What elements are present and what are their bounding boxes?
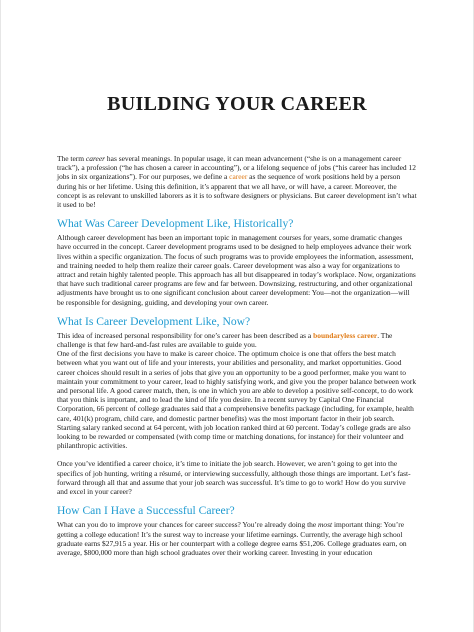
page-title: BUILDING YOUR CAREER [107, 93, 367, 115]
success-emphasis-most: most [318, 520, 333, 530]
intro-text-b: has several meanings. In popular usage, it can mean advancement (“she is on a management career track”), a profession (“he has chosen a career in accounting”), or a lifelong sequence of jobs (“his career has included 12 jobs in six organizations”). For our purposes, we define a [57, 154, 416, 182]
section-heading-now: What Is Career Development Like, Now? [57, 314, 251, 328]
section-heading-historically: What Was Career Development Like, Historically? [57, 217, 294, 231]
intro-emphasis-career: career [85, 154, 106, 163]
career-definition-link[interactable]: career [229, 172, 248, 182]
now-p1-text-a: This idea of increased personal responsibility for one’s career has been described as a [57, 330, 314, 340]
intro-text-a: The term [57, 154, 86, 163]
now-p1-text-b: . The challenge is that few hard-and-fast rules are available to guide you. [57, 330, 393, 350]
section-historically-paragraph: Although career development has been an important topic in management courses for years, some dramatic changes have occurred in the concept. Career development programs used to be designed to help employees advance their work lives within a specific organization. The focus of such programs was to provide employees the information, assessment, and training needed to help them realize their career goals. Career development was also a way for organizations to attract and retain highly talented people. This approach has all but disappeared in today’s workplace. Now, organizations that have such traditional career programs are few and far between. Downsizing, restructuring, and other organizational adjustments have brought us to one significant conclusion about career development: You—not the organization—will be responsible for designing, guiding, and developing your own career. [57, 233, 416, 307]
section-heading-successful-career: How Can I Have a Successful Career? [57, 504, 235, 518]
success-text-b: important thing: You’re getting a college education! It’s the surest way to increase your lifetime earnings. Currently, the average high school graduate earns $27,915 a year. His or her counterpart with a college degree earns $51,206. College graduates earn, on average, $800,000 more than high school graduates over their working career. Investing in your education [57, 520, 407, 557]
section-now-paragraph-3: Once you’ve identified a career choice, it’s time to initiate the job search. However, we aren’t going to get into the specifics of job hunting, writing a résumé, or interviewing successfully, although those things are important. Let’s fast-forward through all that and assume that your job search was successful. It’s time to go to work! How do you survive and excel in your career? [57, 459, 411, 497]
section-successful-paragraph [57, 520, 417, 557]
intro-paragraph [57, 154, 417, 209]
intro-text-c: as the sequence of work positions held by a person during his or her lifetime. Using this definition, it’s apparent that we all have, or will have, a career. Moreover, the concept is as relevant to unskilled laborers as it is to software designers or physicians. But career development isn’t what it used to be! [57, 172, 417, 210]
boundaryless-career-link[interactable]: boundaryless career [313, 330, 378, 340]
document-content [57, 92, 417, 557]
success-text-a: What can you do to improve your chances for career success? You’re already doing the [57, 520, 319, 530]
section-now-paragraph-2: One of the first decisions you have to make is career choice. The optimum choice is one that offers the best match between what you want out of life and your interests, your abilities and personality, and market opportunities. Good career choices should result in a series of jobs that give you an opportunity to be a good performer, make you want to maintain your commitment to your career, lead to highly satisfying work, and give you the proper balance between work and personal life. A good career match, then, is one in which you are able to develop a positive self-concept, to do work that you think is important, and to lead the kind of life you desire. In a recent survey by Capital One Financial Corporation, 66 percent of college graduates said that a comprehensive benefits package (including, for example, health care, 401(k) program, child care, and domestic partner benefits) was the most important factor in their job search. Starting salary ranked second at 64 percent, with job location ranked third at 60 percent. Today’s college grads are also looking to be rewarded or compensated (with comp time or matching donations, for instance) for their volunteer and philanthropic activities. [57, 349, 417, 451]
section-now-paragraph-1 [57, 331, 417, 349]
